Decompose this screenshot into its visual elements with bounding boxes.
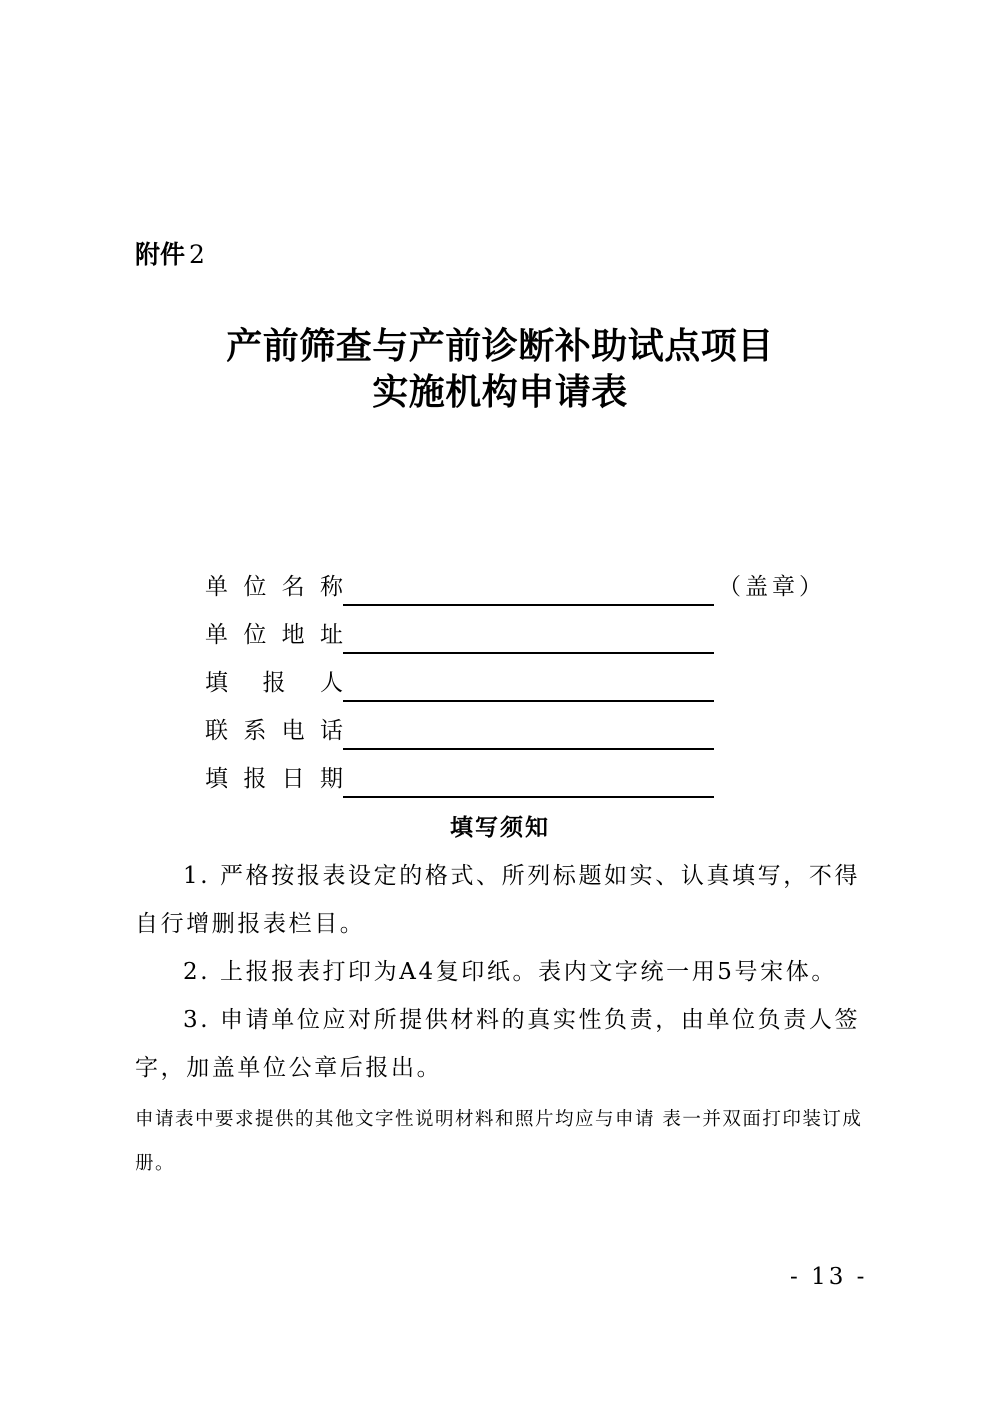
field-label-unit-name (205, 572, 343, 606)
field-row-contact-phone (205, 710, 714, 750)
document-title-line-2: 实施机构申请表 (372, 372, 628, 413)
label-char: 位 (243, 622, 267, 648)
label-char: 填 (205, 766, 228, 792)
document-title-line-1: 产前筛查与产前诊断补助试点项目 (226, 326, 774, 367)
notice-small-note: 申请表中要求提供的其他文字性说明材料和照片均应与申请 表一并双面打印装订成册。 (135, 1109, 863, 1174)
attachment-label (135, 238, 205, 272)
label-char: 址 (319, 622, 343, 648)
notice-item-1: 1. 严格按报表设定的格式、所列标题如实、认真填写，不得自行增删报表栏目。 (135, 863, 861, 937)
field-label-report-date (205, 764, 343, 798)
label-char: 联 (205, 718, 228, 744)
report-date-input-line[interactable] (343, 764, 714, 798)
notice-item-3: 3. 申请单位应对所提供材料的真实性负责，由单位负责人签字，加盖单位公章后报出。 (135, 1007, 861, 1081)
unit-name-input-line[interactable] (343, 572, 714, 606)
notice-item-2: 2. 上报报表打印为A4复印纸。表内文字统一用5号宋体。 (183, 959, 837, 985)
label-char: 单 (205, 574, 228, 600)
label-char: 名 (281, 574, 305, 600)
notice-heading: 填写须知 (450, 815, 550, 841)
label-char: 报 (262, 670, 286, 696)
field-label-unit-address (205, 620, 343, 654)
field-row-report-date (205, 758, 714, 798)
contact-phone-input-line[interactable] (343, 716, 714, 750)
field-row-reporter (205, 662, 714, 702)
field-row-unit-name (205, 566, 826, 606)
label-char: 话 (319, 718, 343, 744)
label-char: 报 (243, 766, 267, 792)
field-label-contact-phone (205, 716, 343, 750)
field-row-unit-address (205, 614, 714, 654)
attachment-label-text: 附件 (135, 240, 186, 269)
label-char: 单 (205, 622, 228, 648)
label-char: 填 (205, 670, 228, 696)
label-char: 电 (281, 718, 305, 744)
unit-address-input-line[interactable] (343, 620, 714, 654)
label-char: 人 (320, 670, 343, 696)
attachment-number: 2 (189, 240, 205, 269)
label-char: 日 (281, 766, 305, 792)
label-char: 地 (281, 622, 305, 648)
label-char: 称 (319, 574, 343, 600)
page-number: - 13 - (790, 1264, 868, 1290)
seal-note: （盖章） (718, 574, 826, 600)
label-char: 位 (243, 574, 267, 600)
reporter-input-line[interactable] (343, 668, 714, 702)
label-char: 系 (243, 718, 267, 744)
field-label-reporter (205, 668, 343, 702)
label-char: 期 (319, 766, 343, 792)
